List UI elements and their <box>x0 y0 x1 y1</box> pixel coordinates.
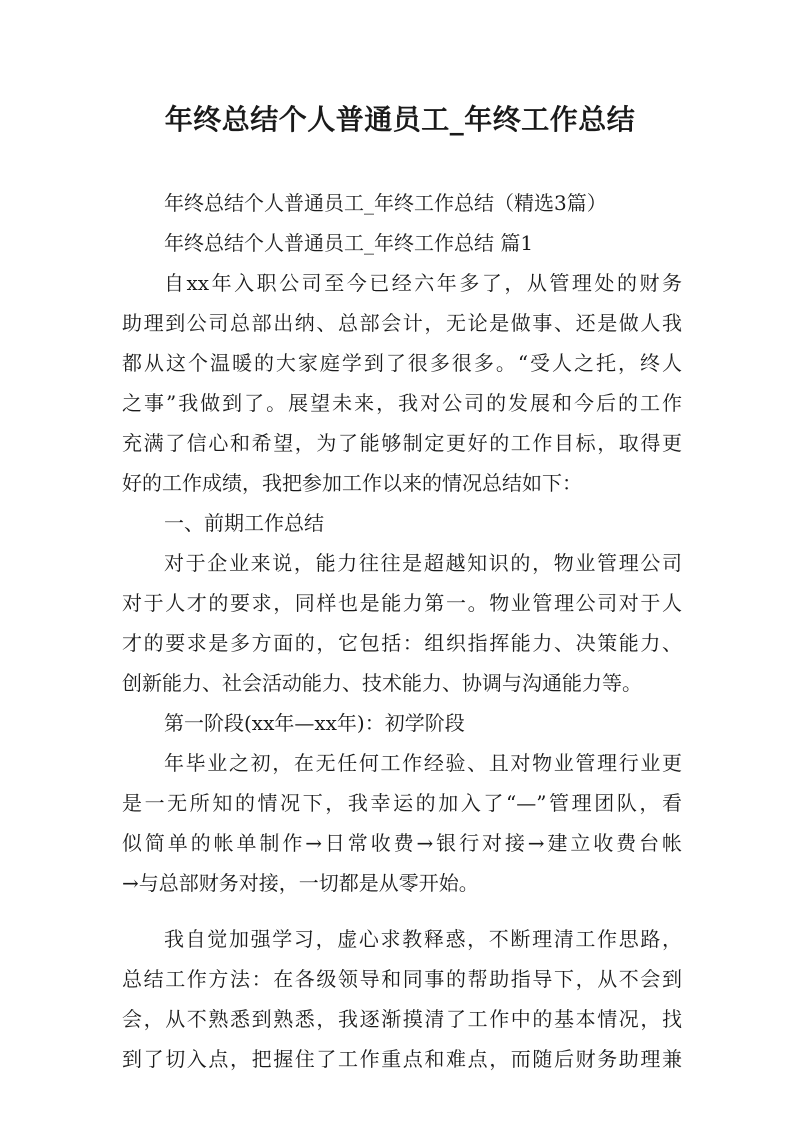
text-line: 一、前期工作总结 <box>164 511 324 535</box>
text-line: 到了切入点，把握住了工作重点和难点，而随后财务助理兼 <box>122 1047 682 1071</box>
text-line: 对于人才的要求，同样也是能力第一。物业管理公司对于人 <box>122 591 682 615</box>
document-title: 年终总结个人普通员工_年终工作总结 <box>164 103 636 136</box>
text-line: 会，从不熟悉到熟悉，我逐渐摸清了工作中的基本情况，找 <box>122 1007 682 1031</box>
paragraph-gap <box>122 903 682 919</box>
text-line: 之事”我做到了。展望未来，我对公司的发展和今后的工作 <box>122 391 682 415</box>
text-line: 我自觉加强学习，虚心求教释惑，不断理清工作思路， <box>164 927 682 951</box>
text-line: 好的工作成绩，我把参加工作以来的情况总结如下： <box>122 471 582 495</box>
text-line: 总结工作方法：在各级领导和同事的帮助指导下，从不会到 <box>122 967 682 991</box>
text-line: 是一无所知的情况下，我幸运的加入了“—”管理团队，看 <box>122 791 682 815</box>
text-line: 年终总结个人普通员工_年终工作总结（精选3篇） <box>164 191 607 215</box>
text-line: 充满了信心和希望，为了能够制定更好的工作目标，取得更 <box>122 431 682 455</box>
text-line: 年终总结个人普通员工_年终工作总结 篇1 <box>164 231 534 255</box>
document-body <box>122 183 682 1079</box>
text-line: 年毕业之初，在无任何工作经验、且对物业管理行业更 <box>164 751 682 775</box>
text-line: 都从这个温暖的大家庭学到了很多很多。“受人之托，终人 <box>122 351 682 375</box>
text-line: 似简单的帐单制作→日常收费→银行对接→建立收费台帐 <box>122 831 682 855</box>
text-line: 自xx年入职公司至今已经六年多了，从管理处的财务 <box>164 271 682 295</box>
text-line: 创新能力、社会活动能力、技术能力、协调与沟通能力等。 <box>122 671 642 695</box>
text-line: 第一阶段(xx年—xx年)：初学阶段 <box>164 711 465 735</box>
text-line: 才的要求是多方面的，它包括：组织指挥能力、决策能力、 <box>122 631 682 655</box>
text-line: 助理到公司总部出纳、总部会计，无论是做事、还是做人我 <box>122 311 682 335</box>
text-line: →与总部财务对接，一切都是从零开始。 <box>122 871 479 895</box>
text-line: 对于企业来说，能力往往是超越知识的，物业管理公司 <box>164 551 682 575</box>
